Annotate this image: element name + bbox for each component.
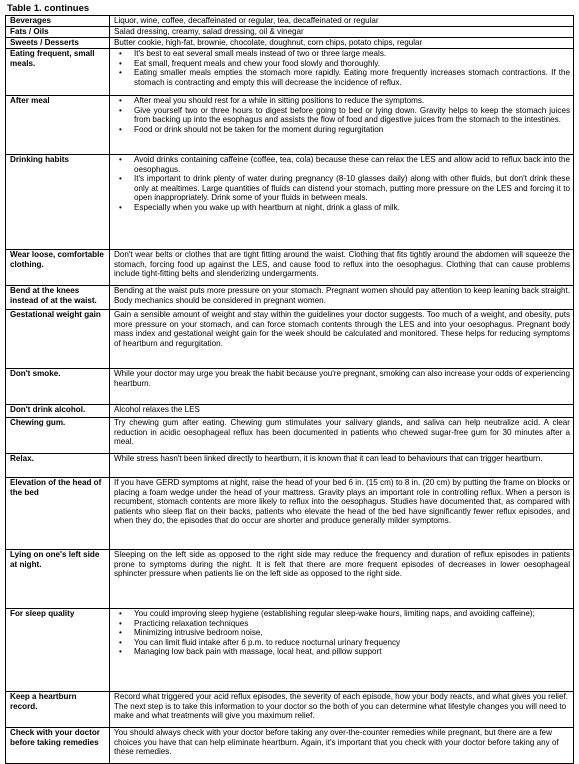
row-content: Liquor, wine, coffee, decaffeinated or regular, tea, decaffeinated or regular xyxy=(110,16,574,27)
bullet-item: • You can limit fluid intake after 6 p.m. to reduce nocturnal urinary frequency xyxy=(114,638,570,648)
bullet-item: • Eating smaller meals empties the stomach more rapidly. Eating more frequently increases stomach contractions. If the stomach is contracting and empty this will decrease the incidence of reflux. xyxy=(114,68,570,87)
table-row xyxy=(6,692,574,728)
row-content: Gain a sensible amount of weight and stay within the guidelines your doctor suggests. Too much of a weight, and obesity, puts more pressure on your stomach, and can force stomach contents through the LES and into your oesophagus. Pregnant body mass index and gestational weight gain for the week should be calculated and monitored. These helps for reducing symptoms of heartburn and regurgitation. xyxy=(110,310,574,369)
row-content xyxy=(110,155,574,250)
bullet-item: • It's best to eat several small meals instead of two or three large meals. xyxy=(114,49,570,59)
bullet-item: • You could improving sleep hygiene (establishing regular sleep-wake hours, limiting naps, and avoiding caffeine); xyxy=(114,609,570,619)
table-row xyxy=(6,250,574,286)
bullet-item: • After meal you should rest for a while in sitting positions to reduce the symptoms. xyxy=(114,96,570,106)
row-label: Don't smoke. xyxy=(6,369,110,405)
table-row xyxy=(6,27,574,38)
table-row xyxy=(6,418,574,454)
row-label: Drinking habits xyxy=(6,155,110,250)
row-label: Chewing gum. xyxy=(6,418,110,454)
row-content xyxy=(110,609,574,692)
row-content: Record what triggered your acid reflux episodes, the severity of each episode, how your body reacts, and what gives you relief. The next step is to take this information to your doctor so the both of you can determine what lifestyle changes you will need to make and what treatments will give you maximum relief. xyxy=(110,692,574,728)
table-row xyxy=(6,454,574,478)
row-label: Wear loose, comfortable clothing. xyxy=(6,250,110,286)
bullet-item: • Minimizing intrusive bedroom noise, xyxy=(114,628,570,638)
bullet-list xyxy=(114,609,570,657)
table-row xyxy=(6,728,574,764)
row-label: Lying on one's left side at night. xyxy=(6,550,110,609)
row-label: Don't drink alcohol. xyxy=(6,405,110,418)
row-content: Don't wear belts or clothes that are tight fitting around the waist. Clothing that fits tightly around the abdomen will squeeze the stomach, forcing food up against the LES, and cause food to reflux into the oesophagus. Clothing that can cause problems include tight-fitting belts and slenderizing undergarments. xyxy=(110,250,574,286)
bullet-item: • Especially when you wake up with heartburn at night, drink a glass of milk. xyxy=(114,203,570,213)
bullet-item: • Eat small, frequent meals and chew your food slowly and thoroughly. xyxy=(114,59,570,69)
table-row xyxy=(6,286,574,310)
row-content: Try chewing gum after eating. Chewing gum stimulates your salivary glands, and saliva can help neutralize acid. A clear reduction in acidic oesophageal reflux has been documented in patients who chewed sugar-free gum for 30 minutes after a meal. xyxy=(110,418,574,454)
table-row xyxy=(6,49,574,96)
table-row xyxy=(6,609,574,692)
table-row xyxy=(6,16,574,27)
row-label: After meal xyxy=(6,96,110,155)
bullet-list xyxy=(114,155,570,213)
table-row xyxy=(6,478,574,550)
row-content: If you have GERD symptoms at night, raise the head of your bed 6 in. (15 cm) to 8 in. (20 cm) by putting the frame on blocks or placing a foam wedge under the head of your mattress. Gravity plays an important role in controlling reflux. When a person is recumbent, stomach contents are more likely to reflux into the oesophagus. Studies have documented that, as compared with patients who sleep flat on their backs, patients who elevate the head of the bed have significantly fewer reflux episodes, and when they do, the episodes that do occur are shorter and produce generally milder symptoms. xyxy=(110,478,574,550)
row-label: Keep a heartburn record. xyxy=(6,692,110,728)
bullet-item: • It's important to drink plenty of water during pregnancy (8-10 glasses daily) along with other fluids, but don't drink these only at mealtimes. Large quantities of fluids can distend your stomach, putting more pressure on the LES and forcing it to open inappropriately. Drink some of your fluids in between meals. xyxy=(114,174,570,203)
bullet-item: • Managing low back pain with massage, local heat, and pillow support xyxy=(114,647,570,657)
bullet-item: • Avoid drinks containing caffeine (coffee, tea, cola) because these can relax the LES and allow acid to reflux back into the oesophagus. xyxy=(114,155,570,174)
bullet-list xyxy=(114,49,570,87)
row-label: For sleep quality xyxy=(6,609,110,692)
row-content xyxy=(110,49,574,96)
row-label: Bend at the knees instead of at the waist. xyxy=(6,286,110,310)
row-label: Sweets / Desserts xyxy=(6,38,110,49)
table-title: Table 1. continues xyxy=(7,3,90,14)
row-content: While your doctor may urge you break the habit because you're pregnant, smoking can also increase your odds of experiencing heartburn. xyxy=(110,369,574,405)
bullet-item: • Practicing relaxation techniques xyxy=(114,619,570,629)
table-row xyxy=(6,155,574,250)
row-content: Bending at the waist puts more pressure on your stomach. Pregnant women should pay attention to keep leaning back straight. Body mechanics should be considered in pregnant women. xyxy=(110,286,574,310)
bullet-list xyxy=(114,96,570,134)
table-row xyxy=(6,310,574,369)
row-label: Gestational weight gain xyxy=(6,310,110,369)
row-content: While stress hasn't been linked directly to heartburn, it is known that it can lead to behaviours that can trigger heartburn. xyxy=(110,454,574,478)
bullet-item: • Give yourself two or three hours to digest before going to bed or lying down. Gravity helps to keep the stomach juices from backing up into the esophagus and assists the flow of food and digestive juices from the stomach to the intestines. xyxy=(114,106,570,125)
table-row xyxy=(6,405,574,418)
row-content xyxy=(110,96,574,155)
row-content: Salad dressing, creamy, salad dressing, oil & vinegar xyxy=(110,27,574,38)
row-label: Fats / Oils xyxy=(6,27,110,38)
row-label: Elevation of the head of the bed xyxy=(6,478,110,550)
table-row xyxy=(6,369,574,405)
row-label: Eating frequent, small meals. xyxy=(6,49,110,96)
row-content: Alcohol relaxes the LES xyxy=(110,405,574,418)
recommendations-table xyxy=(5,15,574,764)
table-row xyxy=(6,96,574,155)
row-label: Beverages xyxy=(6,16,110,27)
row-label: Check with your doctor before taking remedies xyxy=(6,728,110,764)
bullet-item: • Food or drink should not be taken for the moment during regurgitation xyxy=(114,125,570,135)
table-row xyxy=(6,550,574,609)
document-page xyxy=(5,3,573,764)
table-row xyxy=(6,38,574,49)
row-label: Relax. xyxy=(6,454,110,478)
row-content: You should always check with your doctor before taking any over-the-counter remedies while pregnant, but there are a few choices you have that can help eliminate heartburn. Again, it's important that you check with your doctor before taking any of these remedies. xyxy=(110,728,574,764)
row-content: Butter cookie, high-fat, brownie, chocolate, doughnut, corn chips, potato chips, regular xyxy=(110,38,574,49)
row-content: Sleeping on the left side as opposed to the right side may reduce the frequency and duration of reflux episodes in patients prone to symptoms during the night. It is felt that there are more frequent episodes of decreases in lower oesophageal sphincter pressure when patients lie on the left side as opposed to the right side. xyxy=(110,550,574,609)
